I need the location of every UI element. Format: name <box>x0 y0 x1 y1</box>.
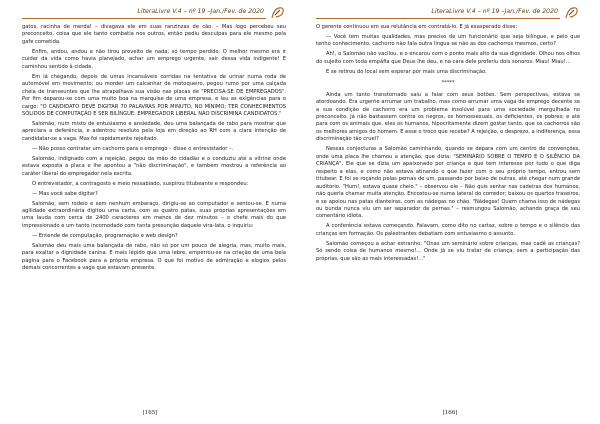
left-page-header <box>22 8 286 22</box>
left-header-text: LiteraLivre V.4 – nº 19 –Jan./Fev. de 2020 <box>137 8 264 15</box>
left-header-rule <box>22 18 266 19</box>
paragraph: — Entende de computação, programação e web design? <box>32 232 178 239</box>
paragraph: Salomão, indignado com a rejeição, pegou da mão do cidadão e o conduziu até a vitrine onde estava exposta a placa e lhe apontou a "não discriminação", e também mostrou a referência ao caráter liberal do empregador nela escrita. <box>22 155 286 177</box>
paragraph: — Não posso contratar um cachorro para o emprego – disse o entrevistador –. <box>32 145 234 152</box>
right-header-text: LiteraLivre V.4 – nº 19 –Jan./Fev. de 2020 <box>431 8 558 15</box>
paragraph: Nessas conjecturas a Salomão caminhando, quando se depara com um centro de convenções, onde uma placa lhe chamou a atenção, que dizia: "SEMINÁRIO SOBRE O TEMPO E O SILÊNCIO DA CRIANÇA". Ele que se dizia um apaixonado por criança e que tem interesse por tudo o que diga respeito a elas, e como não estava atinando o que fazer com o seu próprio tempo, entrou sem titubear. E foi se roçando pelas pernas de um, passando por baixo de outras, até chegar num grande auditório. "Hum!, estava quase cheio." – observou ele – Não quis sentar nas cadeiras dos humanos, não queria chamar muita atenção. Encostou-se numa lateral do corredor; baixou os quartos traseiros, e se apoiou nas patas dianteiras, com as nádegas no chão. "Nádegas! Quem chama isso de nádegas ou bunda nunca viu um ser separador de pernas." – resmungou Salomão, achando graça de seu comentário idiota. <box>316 146 580 220</box>
section-separator: ***** <box>441 80 455 87</box>
right-header-rule <box>316 18 560 19</box>
paragraph: Enfim, andou, andou e não tirou proveito de nada; só tempo perdido. O melhor mesmo era ir cuidar da vida como havia planejado, achar um emprego urgente, sair dessa vida indigente! E caminhou sentido à cidade. <box>22 48 286 70</box>
paragraph: Em lá chegando, depois de umas incansáveis corridas na tentativa de urinar numa roda de automóvel em movimento; ou morder um calcanhar de motoqueiro, pegou rumo por uma calçada cheia de transeuntes que lhe atrapalhava sua visão nas placas de "PRECISA-SE DE EMPREGADOS". Por fim deparou-se com uma muito boa na marquise de uma empresa, e leu as exigências para o cargo: "O CANDIDATO DEVE DIGITAR 70 PALAVRAS POR MINUTO, NO MÍNIMO; TER CONHECIMENTOS SÓLIDOS DE COMPUTAÇÃO E SER BILÍNGUE. EMPREGADOR LIBERAL NÃO DISCRIMINA CANDIDATOS." <box>22 73 286 117</box>
paragraph: Salomão começou a achar estranho: "Onas um seminário sobre crianças, mas cadê as crianças? Só sendo coisa de humanos mesmo!... Onde já se viu tratar de criança, sem a participação das próprias, que são as mais interessadas!..." <box>316 240 580 262</box>
paragraph: Salomão, sem rodeio e sem nenhum embaraço, dirigiu-se ao computador e sentou-se. E numa agilidade extraordinária digitou uma carta, com as quatro patas, suas próprias apresentações em uma lauda com cerca de 2400 caracteres em menos de dez minutos – o chefe mais do que impressionado e um tanto incomodado com tanta presunção daquele vira-lata, o inquiriu: <box>22 200 286 229</box>
paragraph: O entrevistador, a contragosto e meio ressabiado, suspirou titubeante e respondeu: <box>32 180 249 187</box>
paragraph: Ainda um tanto transtornado saiu a falar com seus botões. Sem perspectivas, estava se atordoando. Era urgente arrumar um trabalho, mas como arrumar uma vaga de emprego decente se a sua condição de cachorro era um problema insolúvel para uma sociedade mergulhada no preconceito. Já não bastassem contra os negros, os homossexuais, os deficientes, os pobres; e até para com os animais que, eles os humanos, hipocritamente dizem gostar tanto, que os cachorros são os melhores amigos do homem. E esse o troco que recebe? A rejeição, o desprezo, a indiferença, essa discriminação tão cruel? <box>316 91 580 143</box>
paragraph: O gerente continuou em sua relutância em contratá-lo. E já exasperado disse: <box>316 24 518 30</box>
right-page <box>300 0 600 424</box>
paragraph: Ah!, o Salomão não vacilou, e o encarou com o ponto mais alto da sua dignidade. Olhou nos olhos do sujeito com toda empáfia que Deus lhe deu, e na cara dele proferiu dois sonoros: Miau! Miau!... <box>316 51 580 65</box>
left-page-body <box>22 24 286 273</box>
right-page-body <box>316 24 580 263</box>
literalivre-logo-icon <box>270 6 286 20</box>
right-page-number: [166] <box>442 410 458 416</box>
right-page-header <box>316 8 580 22</box>
left-page-number: [165] <box>142 410 158 416</box>
paragraph: gatos, racinha de merda! – divagava ele em suas ranzinzas de cão. – Mas logo percebeu seu preconceito, coisa que ele tanto combatia nos outros, então pediu desculpas para ele mesmo pela gafe cometida. <box>22 24 286 45</box>
paragraph: — Mas você sabe digitar? <box>32 190 98 197</box>
paragraph: Salomão, num misto de entusiasmo e ansiedade, deu uma balançada de rabo para mostrar que apreciara a deferência, e adentrou resoluto pela loja em direção ao RH com a clara intenção de candidatar-se a vaga. Mas foi rapidamente rejeitado. <box>22 120 286 142</box>
literalivre-logo-icon <box>564 6 580 20</box>
paragraph: A conferência estava começando. Falavam, como dito no cartaz, sobre o tempo e o silêncio das crianças em formação. Os palestrantes debatiam com entusiasmo o assunto. <box>316 223 580 237</box>
paragraph: — Você tem muitas qualidades, mas preciso de um funcionário que seja bilíngue, e pelo que tenho conhecimento, cachorro não fala outra língua se não as dos cachorros mesmos, certo? <box>316 33 580 48</box>
paragraph: Salomão deu mais uma balançada de rabo, não só por um pouco de alegria, mas, muito mais, para exaltar a dignidade canina. E mais lépido que uma lebre, emperrou-se na criação de uma bela página para o Facebook para a própria empresa. O que foi motivo de admiração e elogios pelos demais concorrentes a vaga que estavam presente. <box>22 242 286 272</box>
paragraph: E se retirou do local sem esperar por mais uma discriminação. <box>326 68 487 75</box>
